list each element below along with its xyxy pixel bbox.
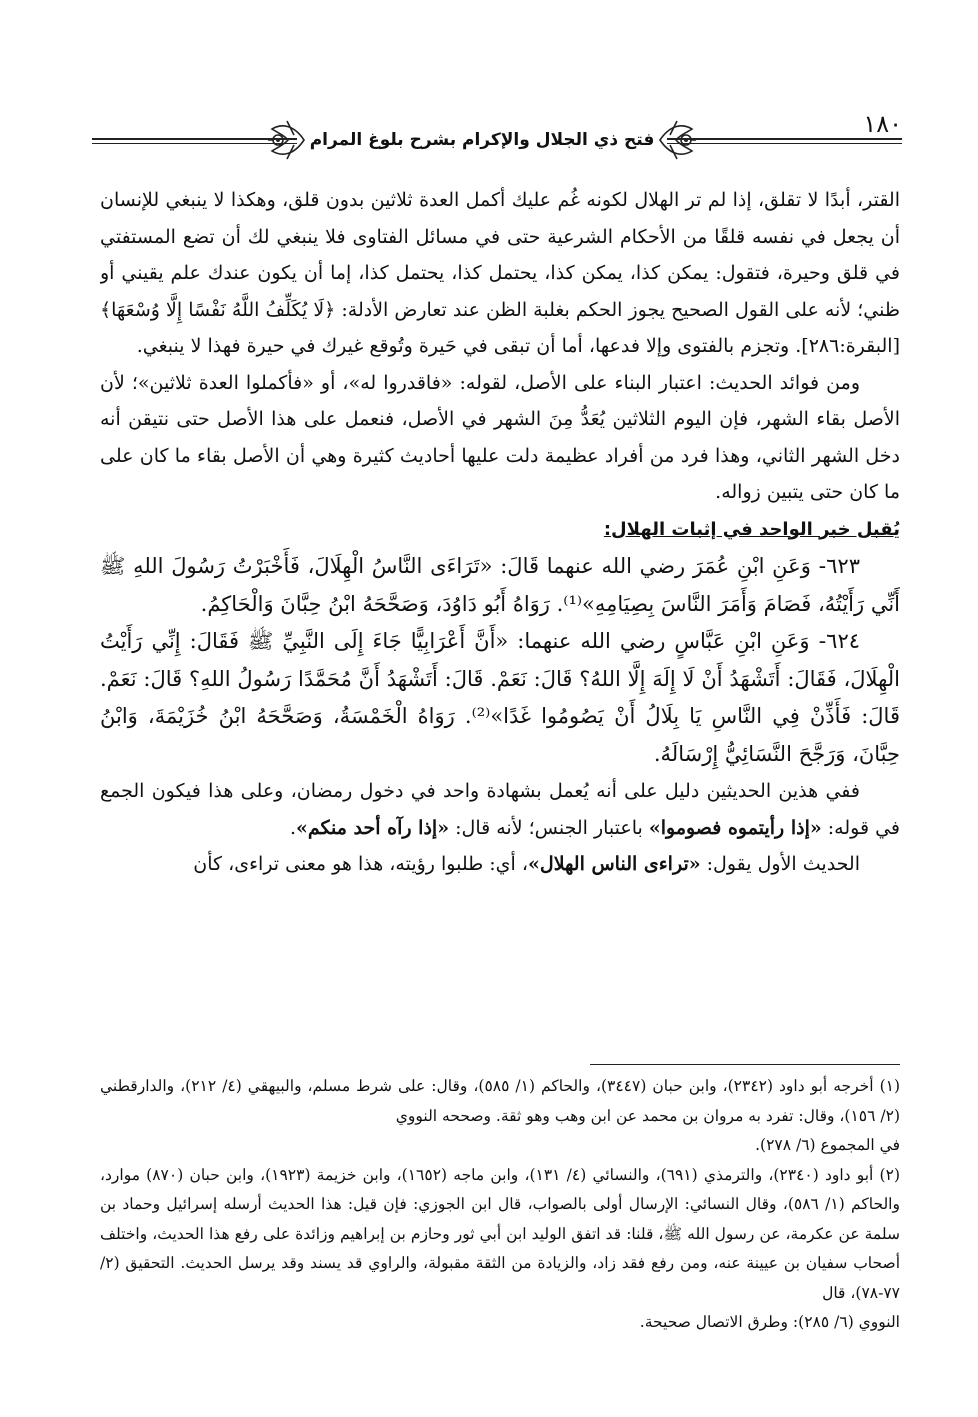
footnotes — [100, 1072, 900, 1372]
text-run: باعتبار الجنس؛ لأنه قال: — [449, 816, 649, 839]
hadith-text: وَعَنِ ابْنِ عُمَرَ رضي الله عنهما قَالَ: «تَرَاءَى النَّاسُ الْهِلَالَ، فَأَخْبَرْتُ رَسُولَ اللهِ ﷺ أَنِّي رَأَيْتُهُ، فَصَامَ وَأَمَرَ النَّاسَ بِصِيَامِهِ»⁽¹⁾. رَوَاهُ أَبُو دَاوُدَ، وَصَحَّحَهُ ابْنُ حِبَّانَ وَالْحَاكِمُ. — [100, 554, 900, 616]
header-title-box — [297, 114, 667, 166]
paragraph — [100, 846, 900, 883]
paragraph: القتر، أبدًا لا تقلق، إذا لم تر الهلال لكونه غُم عليك أكمل العدة ثلاثين بدون قلق، وهكذا لا ينبغي للإنسان أن يجعل في نفسه قلقًا من الأحكام الشرعية حتى في مسائل الفتاوى فلا ينبغي لك أن تضع المستفتي في قلق وحيرة، فتقول: يمكن كذا، يمكن كذا، يحتمل كذا، يحتمل كذا، إما أن يكون عندك علم يقيني أو ظني؛ لأنه على القول الصحيح يجوز الحكم بغلبة الظن عند تعارض الأدلة: ﴿لَا يُكَلِّفُ اللَّهُ نَفْسًا إِلَّا وُسْعَهَا﴾ [البقرة:٢٨٦]. وتجزم بالفتوى وإلا فدعها، أما أن تبقى في حَيرة وتُوقع غيرك في حيرة فهذا لا ينبغي. — [100, 189, 900, 357]
page-number: ١٨٠ — [855, 110, 902, 138]
text-run: الحديث الأول يقول: — [700, 853, 860, 875]
quote-run: «إذا رأيتموه فصوموا» — [648, 816, 822, 839]
hadith-number: ٦٢٤- — [818, 629, 861, 653]
page-header — [92, 100, 902, 180]
footnote-2-cont: النووي (٦/ ٢٨٥): وطرق الاتصال صحيحة. — [639, 1313, 900, 1331]
section-heading — [100, 511, 900, 549]
floral-ornament-icon — [654, 115, 700, 165]
footnote-1: (١) أخرجه أبو داود (٢٣٤٢)، وابن حبان (٣٤٤٧)، والحاكم (١/ ٥٨٥)، وقال: على شرط مسلم، والبيهقي (٤/ ٢١٢)، والدارقطني (٢/ ١٥٦)، وقال: تفرد به مروان بن محمد عن ابن وهب وهو ثقة. وصححه النووي — [100, 1077, 900, 1125]
text-run: ، أي: طلبوا رؤيته، هذا هو معنى تراءى، كأن — [193, 853, 529, 875]
quote-run: «إذا رآه أحد منكم» — [296, 816, 450, 839]
hadith-number: ٦٢٣- — [818, 554, 860, 578]
text-run: ففي هذين الحديثين دليل على أنه يُعمل بشهادة واحد في دخول رمضان، وعلى هذا فيكون الجمع في قوله: — [100, 780, 900, 839]
floral-ornament-icon — [264, 115, 310, 165]
paragraph — [100, 773, 900, 846]
running-title: فتح ذي الجلال والإكرام بشرح بلوغ المرام — [309, 130, 655, 150]
main-text — [100, 182, 900, 1002]
hadith-623 — [100, 548, 900, 623]
footnote-separator — [590, 1064, 900, 1065]
section-heading-text: يُقبل خبر الواحد في إثبات الهلال: — [603, 518, 900, 540]
quote-run: «تراءى الناس الهلال» — [528, 853, 701, 875]
hadith-624 — [100, 623, 900, 773]
paragraph: ومن فوائد الحديث: اعتبار البناء على الأصل، لقوله: «فاقدروا له»، أو «فأكملوا العدة ثلاثين»؛ لأن الأصل بقاء الشهر، فإن اليوم الثلاثين يُعَدُّ مِنَ الشهر في الأصل، فنعمل على هذا الأصل حتى نتيقن أنه دخل الشهر الثاني، وهذا فرد من أفراد عظيمة دلت عليها أحاديث كثيرة وهي أن الأصل بقاء ما كان على ما كان حتى يتبين زواله. — [100, 371, 900, 503]
footnote-1-cont: في المجموع (٦/ ٢٧٨). — [755, 1136, 900, 1154]
footnote-2: (٢) أبو داود (٢٣٤٠)، والترمذي (٦٩١)، والنسائي (٤/ ١٣١)، وابن ماجه (١٦٥٢)، وابن خزيمة (١٩٢٣)، وابن حبان (٨٧٠) موارد، والحاكم (١/ ٥٨٦)، وقال النسائي: الإرسال أولى بالصواب، قال ابن الجوزي: فإن قيل: هذا الحديث أرسله إسرائيل وحماد بن سلمة عن عكرمة، عن رسول الله ﷺ، قلنا: قد اتفق الوليد ابن أبي ثور وحازم بن إبراهيم وزائدة على رفع هذا الحديث، واختلف أصحاب سفيان بن عيينة عنه، ومن رفع فقد زاد، والزيادة من الثقة مقبولة، والراوي قد يسند وقد يرسل الحديث. التحقيق (٢/ ٧٧-٧٨)، قال — [100, 1165, 900, 1302]
hadith-text: وَعَنِ ابْنِ عَبَّاسٍ رضي الله عنهما: «أَنَّ أَعْرَابِيًّا جَاءَ إِلَى النَّبِيِّ ﷺ فَقَالَ: إِنِّي رَأَيْتُ الْهِلَالَ، فَقَالَ: أَتَشْهَدُ أَنْ لَا إِلَهَ إِلَّا اللهُ؟ قَالَ: نَعَمْ. قَالَ: أَتَشْهَدُ أَنَّ مُحَمَّدًا رَسُولُ اللهِ؟ قَالَ: نَعَمْ. قَالَ: فَأَذِّنْ فِي النَّاسِ يَا بِلَالُ أَنْ يَصُومُوا غَدًا»⁽²⁾. رَوَاهُ الْخَمْسَةُ، وَصَحَّحَهُ ابْنُ خُزَيْمَةَ، وَابْنُ حِبَّانَ، وَرَجَّحَ النَّسَائِيُّ إِرْسَالَهُ. — [100, 629, 900, 766]
text-run: . — [289, 816, 296, 839]
